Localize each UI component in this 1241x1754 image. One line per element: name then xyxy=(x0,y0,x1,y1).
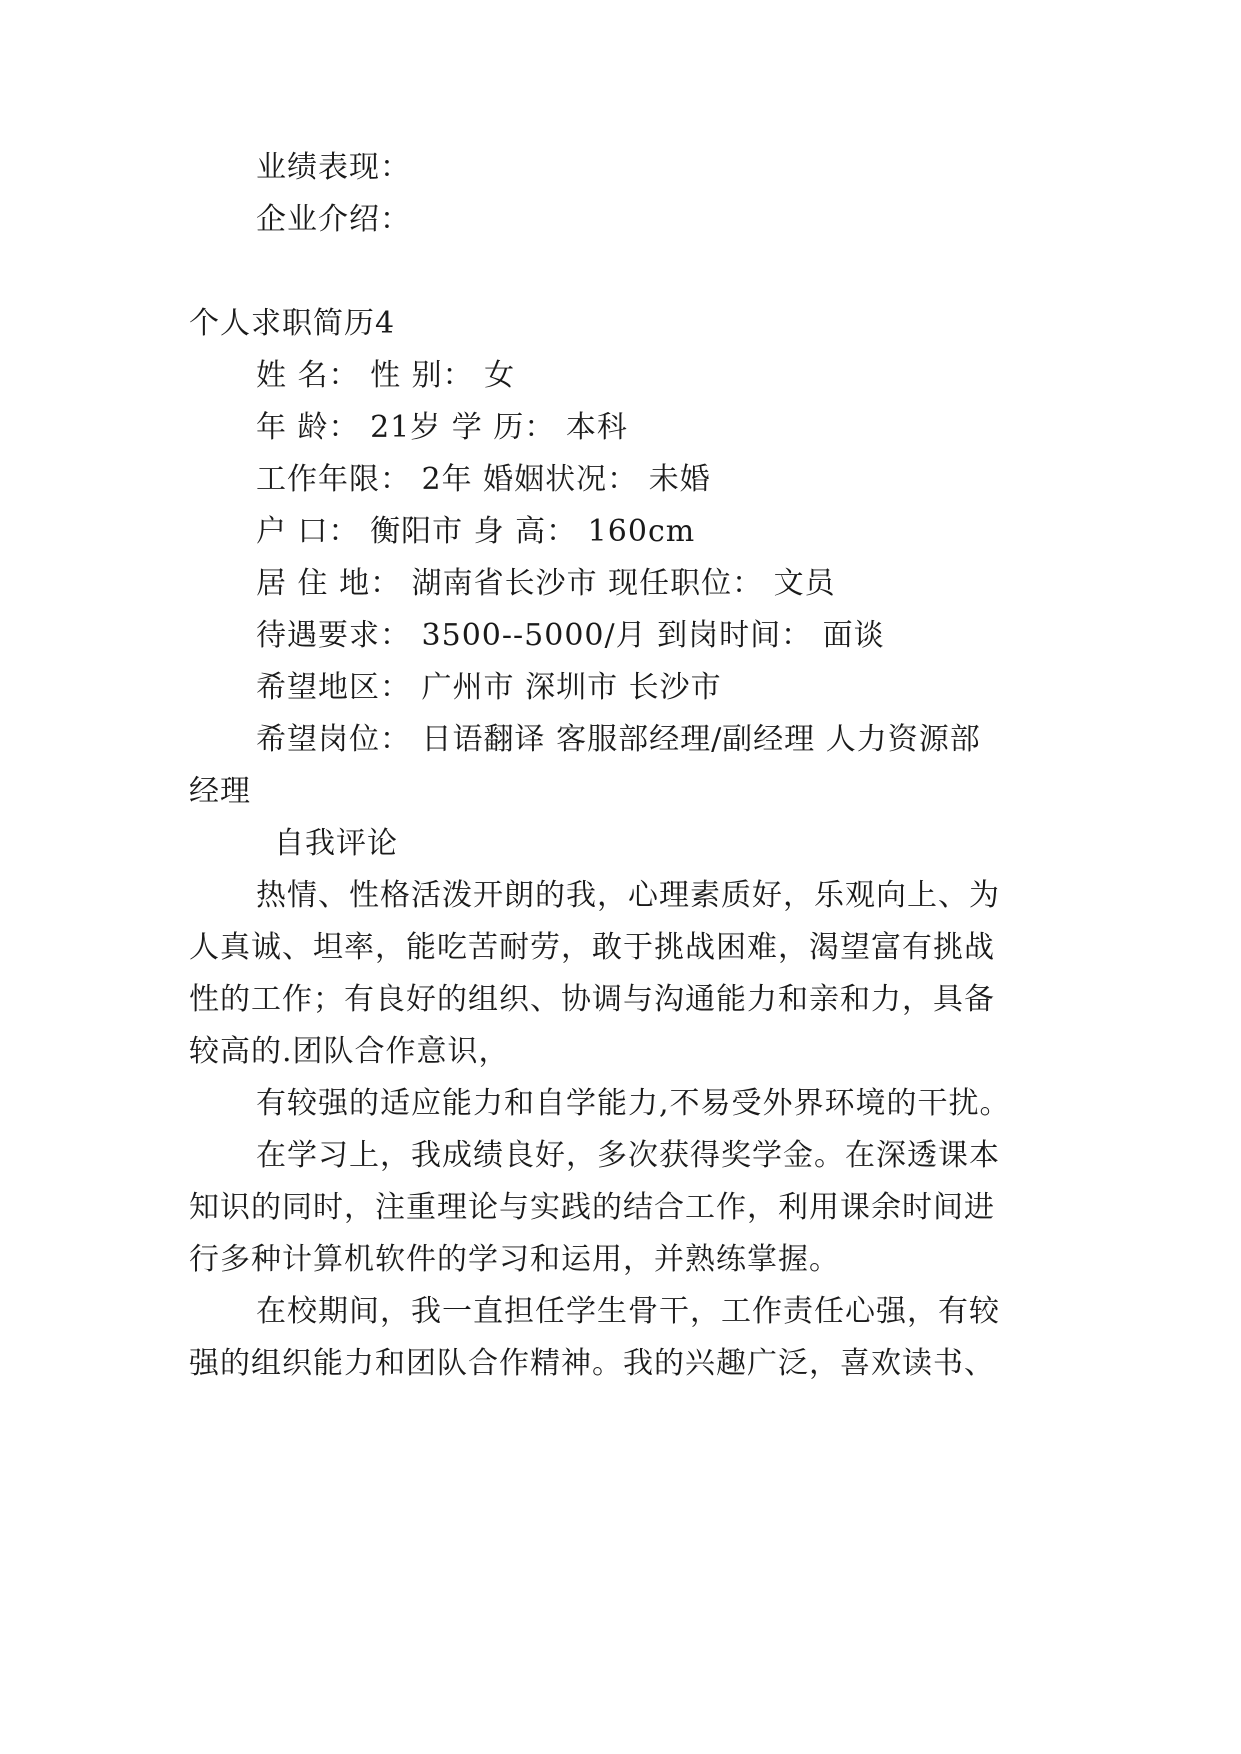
self-evaluation-heading: 自我评论 xyxy=(274,826,398,861)
paragraph-4-line-1: 在校期间，我一直担任学生骨干，工作责任心强，有较 xyxy=(256,1294,1000,1329)
paragraph-3-line-1: 在学习上，我成绩良好，多次获得奖学金。在深透课本 xyxy=(256,1138,1000,1173)
paragraph-1-line-2: 人真诚、坦率，能吃苦耐劳，敢于挑战困难，渴望富有挑战 xyxy=(189,930,995,965)
paragraph-1-line-4: 较高的.团队合作意识， xyxy=(189,1034,510,1069)
performance-label: 业绩表现： xyxy=(256,150,411,185)
paragraph-2: 有较强的适应能力和自学能力,不易受外界环境的干扰。 xyxy=(256,1086,1011,1121)
resume-title: 个人求职简历4 xyxy=(189,306,396,341)
info-line-desired-position: 希望岗位： 日语翻译 客服部经理/副经理 人力资源部 xyxy=(256,722,981,757)
info-line-residence-position: 居 住 地： 湖南省长沙市 现任职位： 文员 xyxy=(256,566,836,601)
paragraph-1-line-1: 热情、性格活泼开朗的我，心理素质好，乐观向上、为 xyxy=(256,878,1000,913)
info-line-salary-start: 待遇要求： 3500--5000/月 到岗时间： 面谈 xyxy=(256,618,885,653)
info-line-hukou-height: 户 口： 衡阳市 身 高： 160cm xyxy=(256,514,696,549)
paragraph-4-line-2: 强的组织能力和团队合作精神。我的兴趣广泛，喜欢读书、 xyxy=(189,1346,995,1381)
info-line-name-gender: 姓 名： 性 别： 女 xyxy=(256,358,516,393)
info-line-age-education: 年 龄： 21岁 学 历： 本科 xyxy=(256,410,628,445)
company-intro-label: 企业介绍： xyxy=(256,202,411,237)
paragraph-3-line-3: 行多种计算机软件的学习和运用，并熟练掌握。 xyxy=(189,1242,840,1277)
paragraph-3-line-2: 知识的同时，注重理论与实践的结合工作，利用课余时间进 xyxy=(189,1190,995,1225)
info-line-desired-position-continued: 经理 xyxy=(189,774,251,809)
info-line-desired-region: 希望地区： 广州市 深圳市 长沙市 xyxy=(256,670,722,705)
info-line-experience-marital: 工作年限： 2年 婚姻状况： 未婚 xyxy=(256,462,711,497)
paragraph-1-line-3: 性的工作；有良好的组织、协调与沟通能力和亲和力，具备 xyxy=(189,982,995,1017)
